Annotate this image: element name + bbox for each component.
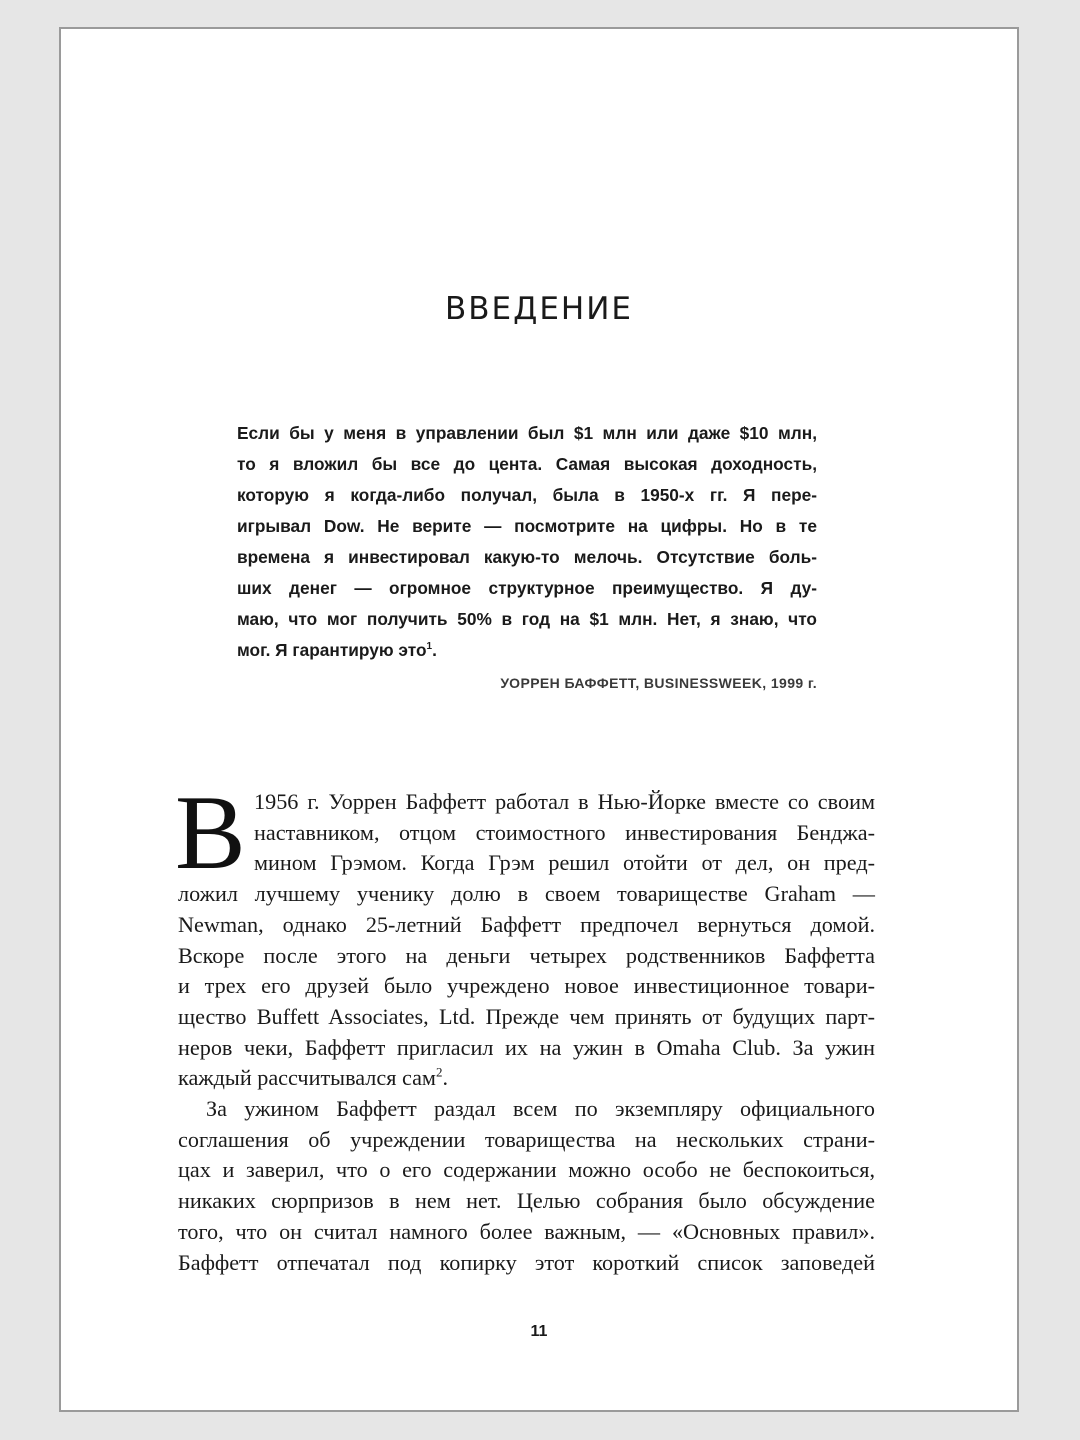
epigraph-line: времена я инвестировал какую-то мелочь. Отсутствие боль-	[237, 547, 817, 567]
book-page	[59, 27, 1019, 1412]
body-line: неров чеки, Баффетт пригласил их на ужин в Omaha Club. За ужин	[178, 1034, 875, 1060]
body-line: соглашения об учреждении товарищества на нескольких страни-	[178, 1126, 875, 1152]
epigraph-line: мог. Я гарантирую это	[237, 640, 427, 660]
footnote-marker[interactable]: 1	[426, 641, 433, 653]
body-line: того, что он считал намного более важным, — «Основных правил».	[178, 1218, 875, 1244]
epigraph-line: ших денег — огромное структурное преимущество. Я ду-	[237, 578, 817, 598]
epigraph-attribution: УОРРЕН БАФФЕТТ, BUSINESSWEEK, 1999 г.	[500, 675, 817, 691]
body-line: Баффетт отпечатал под копирку этот короткий список заповедей	[178, 1249, 875, 1275]
page-number: 11	[530, 1323, 548, 1340]
body-line: никаких сюрпризов в нем нет. Целью собрания было обсуждение	[178, 1188, 875, 1214]
chapter-title: ВВЕДЕНИЕ	[444, 291, 633, 327]
epigraph-quote	[237, 418, 817, 666]
body-line: мином Грэмом. Когда Грэм решил отойти от дел, он пред-	[254, 850, 875, 876]
epigraph-end-punct: .	[432, 640, 437, 660]
epigraph-line: Если бы у меня в управлении был $1 млн или даже $10 млн,	[237, 423, 817, 443]
body-line: щество Buffett Associates, Ltd. Прежде чем принять от будущих парт-	[178, 1003, 875, 1029]
body-line: Newman, однако 25-летний Баффетт предпочел вернуться домой.	[178, 911, 875, 937]
epigraph-line: то я вложил бы все до цента. Самая высокая доходность,	[237, 454, 817, 474]
footnote-marker[interactable]: 2	[435, 1064, 443, 1080]
body-line: 1956 г. Уоррен Баффетт работал в Нью-Йорке вместе со своим	[254, 789, 875, 814]
body-line: Вскоре после этого на деньги четырех родственников Баффетта	[178, 942, 875, 968]
epigraph-line: которую я когда-либо получал, была в 1950-х гг. Я пере-	[237, 485, 817, 505]
body-paragraph-end	[178, 1063, 875, 1094]
chapter-body	[175, 774, 875, 1278]
body-line: ложил лучшему ученику долю в своем товариществе Graham —	[178, 881, 875, 907]
body-line: наставником, отцом стоимостного инвестирования Бенджа-	[254, 819, 875, 845]
body-line: За ужином Баффетт раздал всем по экземпляру официального	[206, 1096, 875, 1122]
body-line: цах и заверил, что о его содержании можно особо не беспокоиться,	[178, 1157, 875, 1183]
drop-cap: В	[175, 774, 246, 891]
epigraph-last-line	[237, 635, 817, 666]
epigraph-line: маю, что мог получить 50% в год на $1 млн. Нет, я знаю, что	[237, 609, 817, 629]
body-end-punct: .	[442, 1065, 449, 1091]
body-line: каждый рассчитывался сам	[178, 1065, 436, 1091]
body-line: и трех его друзей было учреждено новое инвестиционное товари-	[178, 973, 875, 999]
epigraph-line: игрывал Dow. Не верите — посмотрите на цифры. Но в те	[237, 516, 817, 536]
